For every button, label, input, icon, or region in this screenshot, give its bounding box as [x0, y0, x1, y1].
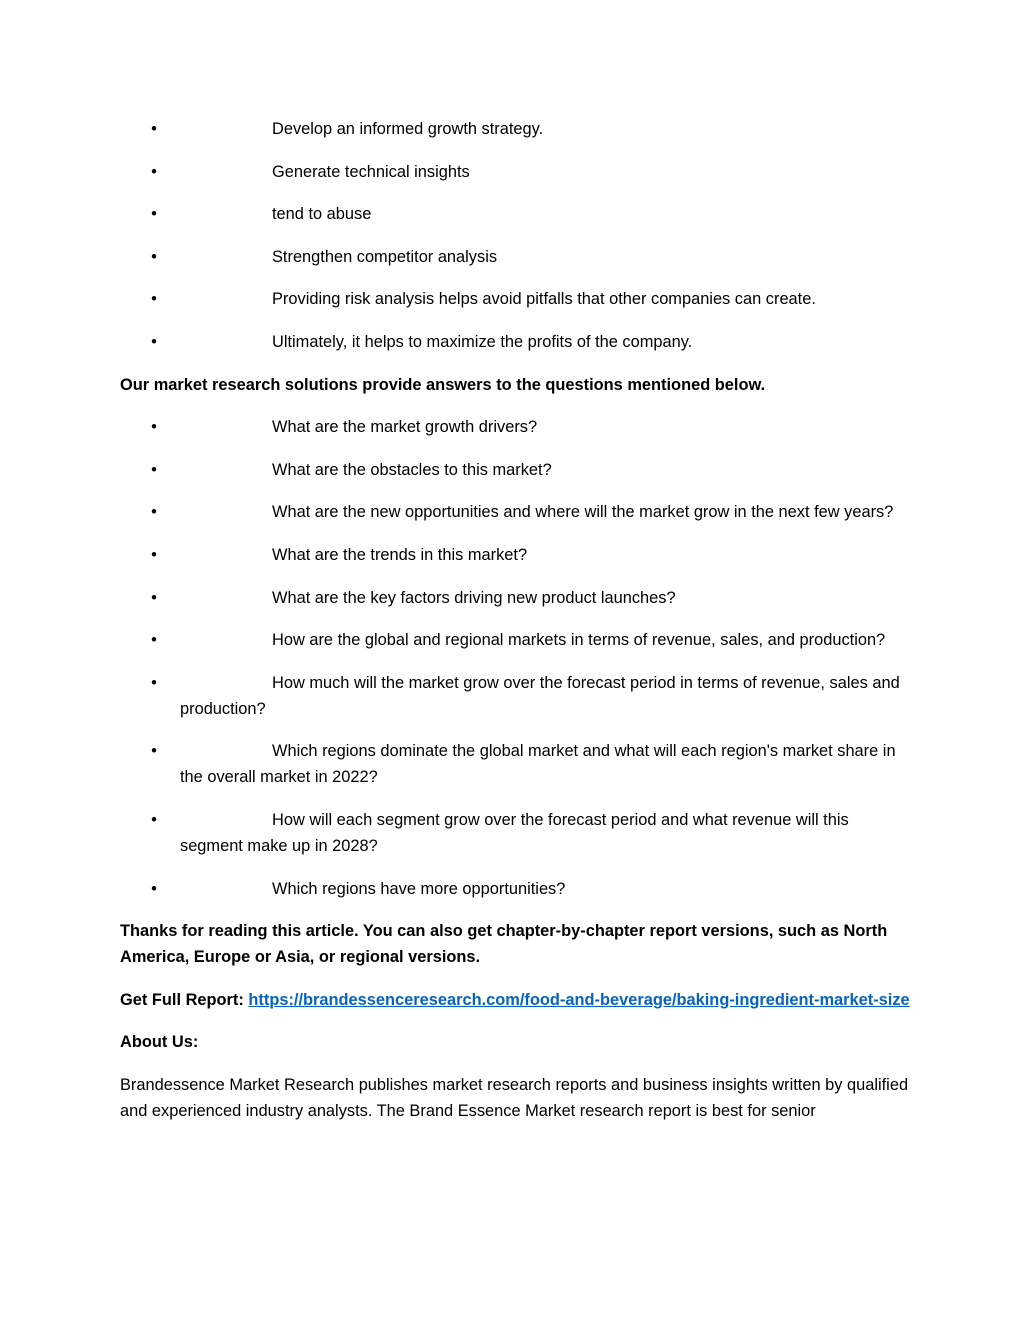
- question-text: How will each segment grow over the forecast period and what revenue will this segment make up in 2028?: [180, 810, 849, 855]
- benefit-text: Develop an informed growth strategy.: [272, 120, 544, 138]
- list-item: [120, 499, 910, 525]
- questions-list: [120, 414, 910, 901]
- full-report-line: [120, 987, 910, 1013]
- list-item: [120, 286, 910, 312]
- bullet-icon: •: [151, 503, 157, 522]
- benefits-list: [120, 116, 910, 355]
- benefit-text: Strengthen competitor analysis: [272, 247, 498, 266]
- bullet-icon: •: [151, 742, 157, 761]
- list-item: [120, 585, 910, 611]
- question-text: What are the trends in this market?: [272, 545, 528, 564]
- question-text: How are the global and regional markets in terms of revenue, sales, and production?: [272, 631, 886, 650]
- list-item: [120, 627, 910, 653]
- list-item: [120, 457, 910, 483]
- thanks-paragraph: Thanks for reading this article. You can also get chapter-by-chapter report versions, such as North America, Europe or Asia, or regional versions.: [120, 922, 888, 967]
- question-text: How much will the market grow over the forecast period in terms of revenue, sales and production?: [180, 673, 900, 718]
- bullet-icon: •: [151, 162, 157, 181]
- bullet-icon: •: [151, 879, 157, 898]
- full-report-link[interactable]: https://brandessenceresearch.com/food-and-beverage/baking-ingredient-market-size: [248, 990, 910, 1009]
- bullet-icon: •: [151, 631, 157, 650]
- list-item: [120, 414, 910, 440]
- questions-heading: Our market research solutions provide answers to the questions mentioned below.: [120, 375, 766, 394]
- bullet-icon: •: [151, 205, 157, 224]
- question-text: What are the market growth drivers?: [272, 418, 538, 437]
- benefit-text: Providing risk analysis helps avoid pitfalls that other companies can create.: [272, 290, 816, 309]
- question-text: What are the new opportunities and where will the market grow in the next few years?: [272, 503, 894, 522]
- list-item: [120, 542, 910, 568]
- bullet-icon: •: [151, 810, 157, 829]
- benefit-text: tend to abuse: [272, 205, 372, 224]
- bullet-icon: •: [151, 247, 157, 266]
- full-report-label: Get Full Report:: [120, 990, 244, 1009]
- list-item: [120, 116, 910, 142]
- list-item: [120, 201, 910, 227]
- list-item: [120, 159, 910, 185]
- bullet-icon: •: [151, 588, 157, 607]
- bullet-icon: •: [151, 332, 157, 351]
- list-item: [120, 670, 910, 722]
- document-content: [120, 116, 910, 1140]
- bullet-icon: •: [151, 290, 157, 309]
- bullet-icon: •: [151, 120, 157, 138]
- list-item: [120, 738, 910, 790]
- bullet-icon: •: [151, 545, 157, 564]
- question-text: Which regions dominate the global market and what will each region's market share in the overall market in 2022?: [180, 742, 896, 787]
- list-item: [120, 876, 910, 902]
- about-heading: About Us:: [120, 1033, 199, 1052]
- question-text: What are the key factors driving new product launches?: [272, 588, 676, 607]
- question-text: What are the obstacles to this market?: [272, 460, 552, 479]
- list-item: [120, 244, 910, 270]
- bullet-icon: •: [151, 673, 157, 692]
- benefit-text: Ultimately, it helps to maximize the profits of the company.: [272, 332, 693, 351]
- list-item: [120, 329, 910, 355]
- question-text: Which regions have more opportunities?: [272, 879, 566, 898]
- about-body: Brandessence Market Research publishes market research reports and business insights written by qualified and experienced industry analysts. The Brand Essence Market research report is best for senior: [120, 1075, 909, 1120]
- bullet-icon: •: [151, 418, 157, 437]
- bullet-icon: •: [151, 460, 157, 479]
- benefit-text: Generate technical insights: [272, 162, 470, 181]
- list-item: [120, 807, 910, 859]
